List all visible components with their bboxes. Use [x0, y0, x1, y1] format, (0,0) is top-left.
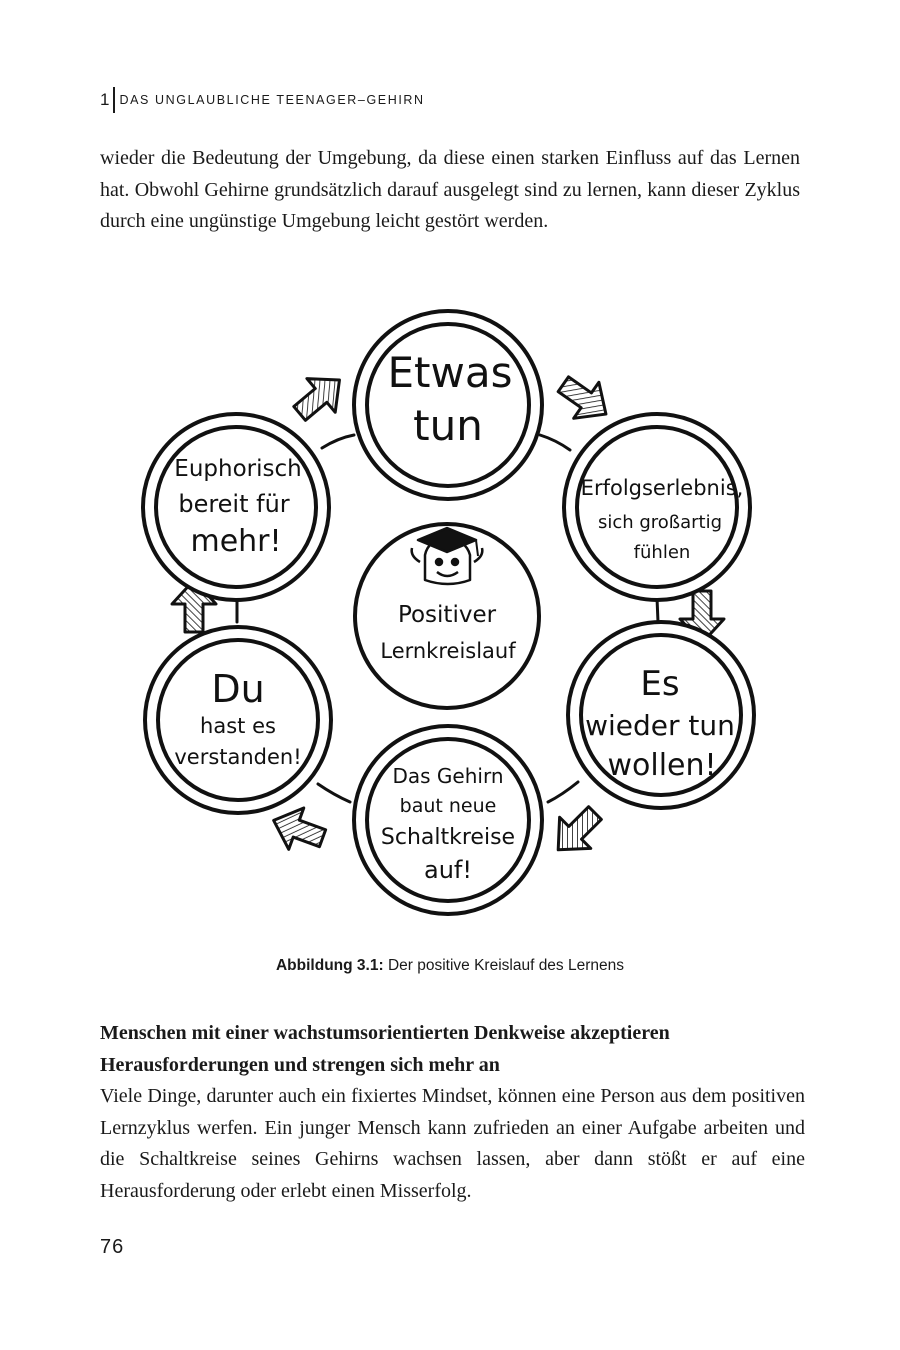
- node-upper-right-line-3: fühlen: [633, 542, 691, 563]
- paragraph-top: wieder die Bedeutung der Umgebung, da diese einen starken Einfluss auf das Lernen hat. Obwohl Gehirne grundsätzlich darauf ausgelegt sind zu lernen, kann dieser Zyklus durch eine ungünstige Umgebung leicht gestört werden.: [100, 147, 800, 232]
- page-number: 76: [100, 1236, 125, 1258]
- node-top-line-2: tun: [413, 401, 483, 450]
- learning-cycle-figure: [0, 290, 900, 930]
- node-upper-left-line-2: bereit für: [178, 490, 290, 518]
- caption-label: Abbildung 3.1:: [275, 957, 384, 974]
- center-line-1: Positiver: [397, 602, 497, 628]
- node-bottom-line-4: auf!: [424, 856, 472, 884]
- node-bottom-line-1: Das Gehirn: [392, 764, 504, 788]
- node-bottom-line-3: Schaltkreise: [380, 825, 516, 850]
- node-upper-left-line-1: Euphorisch: [174, 456, 302, 482]
- node-lower-left-line-3: verstanden!: [174, 745, 302, 769]
- node-lower-left-line-2: hast es: [200, 714, 276, 738]
- node-upper-right-line-1: Erfolgserlebnis,: [580, 476, 744, 500]
- node-top-line-1: Etwas: [387, 348, 513, 397]
- node-lower-right-line-3: wollen!: [607, 748, 717, 783]
- node-upper-left-line-3: mehr!: [190, 524, 282, 559]
- circle-bottom: [354, 726, 542, 914]
- learning-cycle-diagram: [0, 290, 900, 930]
- header-divider: [113, 87, 115, 113]
- node-upper-right-line-2: sich großartig: [597, 512, 723, 533]
- paragraph-bottom: Viele Dinge, darunter auch ein fixiertes Mindset, können eine Person aus dem positiven Lernzyklus werfen. Ein junger Mensch kann zufrieden an einer Aufgabe arbeiten und die Schaltkreise seines Gehirns wachsen lassen, aber dann stößt er auf eine Herausforderung oder erlebt einen Misserfolg.: [100, 1085, 805, 1202]
- node-bottom-line-2: baut neue: [399, 795, 497, 817]
- node-lower-right-line-2: wieder tun: [585, 709, 735, 742]
- center-line-2: Lernkreislauf: [380, 639, 516, 663]
- section-heading: Menschen mit einer wachstumsorientierten Denkweise akzeptieren Herausforderungen und strengen sich mehr an: [100, 1022, 670, 1076]
- arrow-bottom-right-icon: [543, 797, 611, 865]
- chapter-title: DAS UNGLAUBLICHE TEENAGER–GEHIRN: [119, 93, 425, 107]
- arrow-top-left-icon: [285, 363, 353, 430]
- running-header: [100, 86, 425, 114]
- circle-upper-right: [564, 414, 750, 600]
- caption-text: Der positive Kreislauf des Lernens: [387, 957, 625, 974]
- chapter-number: 1: [100, 90, 111, 109]
- figure-caption: [0, 957, 900, 975]
- arrow-bottom-left-icon: [266, 800, 330, 859]
- node-lower-right-line-1: Es: [640, 664, 680, 704]
- arrow-top-right-icon: [551, 366, 619, 432]
- node-lower-left-line-1: Du: [211, 667, 265, 711]
